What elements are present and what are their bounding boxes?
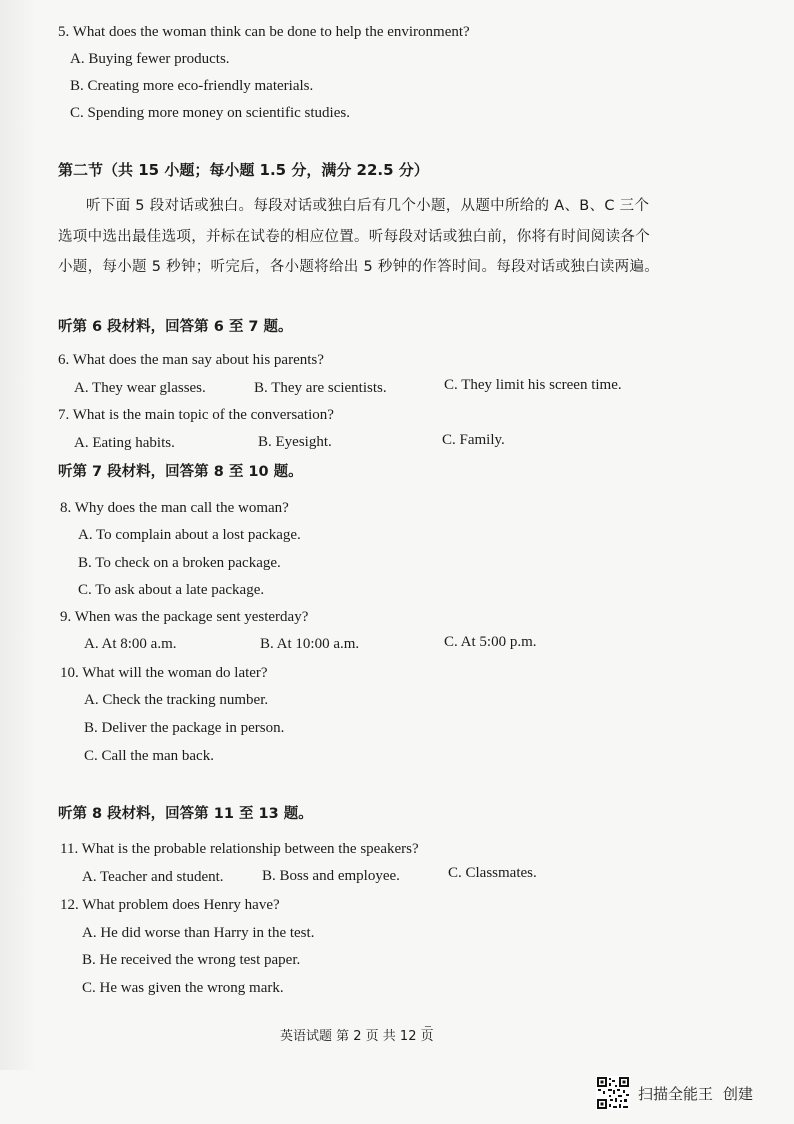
q5-option-b: B. Creating more eco-friendly materials. [70,78,314,94]
question-11: 11. What is the probable relationship between the speakers? [60,841,419,857]
q7-option-c: C. Family. [442,432,505,448]
q12-option-a: A. He did worse than Harry in the test. [82,925,315,941]
page-footer: 英语试题 第 2 页 共 12 页 [280,1029,434,1044]
q6-option-a: A. They wear glasses. [74,380,206,396]
question-12: 12. What problem does Henry have? [60,897,280,913]
material-8-heading: 听第 8 段材料，回答第 11 至 13 题。 [58,806,313,822]
q11-option-b: B. Boss and employee. [262,868,400,884]
q10-option-c: C. Call the man back. [84,748,214,764]
q11-option-c: C. Classmates. [448,865,537,881]
scanner-app-name: 扫描全能王 [638,1084,714,1103]
q12-option-c: C. He was given the wrong mark. [82,980,284,996]
qr-code-icon [596,1076,630,1110]
footer-mark: – [425,1018,431,1032]
q8-option-b: B. To check on a broken package. [78,555,281,571]
section-2-instructions-line-2: 选项中选出最佳选项，并标在试卷的相应位置。听每段对话或独白前，你将有时间阅读各个 [58,229,650,245]
q11-option-a: A. Teacher and student. [82,869,224,885]
section-2-heading: 第二节（共 15 小题；每小题 1.5 分，满分 22.5 分） [58,161,429,179]
q5-option-a: A. Buying fewer products. [70,51,230,67]
q6-option-c: C. They limit his screen time. [444,377,622,393]
question-9: 9. When was the package sent yesterday? [60,609,309,625]
q7-option-a: A. Eating habits. [74,435,175,451]
q5-option-c: C. Spending more money on scientific studies. [70,105,350,121]
section-2-instructions-line-3: 小题，每小题 5 秒钟；听完后，各小题将给出 5 秒钟的作答时间。每段对话或独白读两遍。 [58,259,660,275]
q6-option-b: B. They are scientists. [254,380,387,396]
q10-option-b: B. Deliver the package in person. [84,720,285,736]
question-6: 6. What does the man say about his parents? [58,352,324,368]
material-6-heading: 听第 6 段材料，回答第 6 至 7 题。 [58,319,293,335]
scanner-watermark [596,1076,753,1110]
q9-option-a: A. At 8:00 a.m. [84,636,177,652]
question-7: 7. What is the main topic of the conversation? [58,407,334,423]
q10-option-a: A. Check the tracking number. [84,692,269,708]
material-7-heading: 听第 7 段材料，回答第 8 至 10 题。 [58,464,303,480]
question-8: 8. Why does the man call the woman? [60,500,289,516]
scan-edge-shadow [0,0,36,1070]
scanner-created-label: 创建 [723,1084,754,1103]
q8-option-a: A. To complain about a lost package. [78,527,301,543]
q12-option-b: B. He received the wrong test paper. [82,952,301,968]
q9-option-c: C. At 5:00 p.m. [444,634,537,650]
question-10: 10. What will the woman do later? [60,665,268,681]
section-2-instructions-line-1: 听下面 5 段对话或独白。每段对话或独白后有几个小题，从题中所给的 A、B、C 三个 [86,198,650,214]
q8-option-c: C. To ask about a late package. [78,582,265,598]
q9-option-b: B. At 10:00 a.m. [260,636,360,652]
question-5: 5. What does the woman think can be done to help the environment? [58,24,470,40]
q7-option-b: B. Eyesight. [258,434,332,450]
